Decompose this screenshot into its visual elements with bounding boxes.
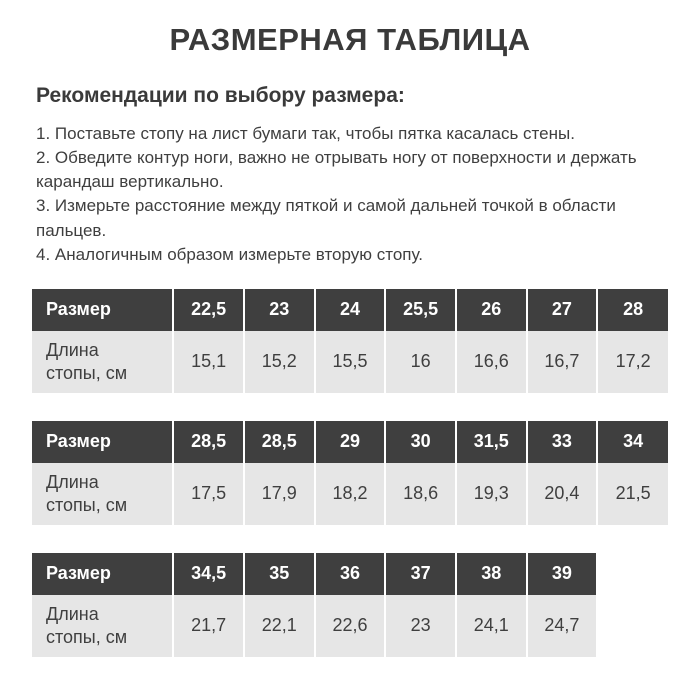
length-cell: 20,4 [527, 463, 598, 525]
length-cell: 17,2 [597, 331, 668, 393]
empty-cell [597, 595, 668, 657]
size-cell: 31,5 [456, 421, 527, 463]
size-cell: 27 [527, 289, 598, 331]
size-cell: 30 [385, 421, 456, 463]
length-cell: 22,6 [315, 595, 386, 657]
row-header-size: Размер [32, 289, 173, 331]
row-header-length-line1: Длина [46, 340, 99, 361]
row-header-length [32, 331, 173, 393]
length-cell: 15,1 [173, 331, 244, 393]
empty-cell [597, 553, 668, 595]
size-cell: 36 [315, 553, 386, 595]
table-row [32, 289, 668, 331]
length-cell: 15,5 [315, 331, 386, 393]
size-cell: 28,5 [244, 421, 315, 463]
table-row [32, 553, 668, 595]
list-item: 3. Измерьте расстояние между пяткой и самой дальней точкой в области пальцев. [36, 196, 616, 240]
recommendations-heading: Рекомендации по выбору размера: [36, 84, 405, 107]
length-cell: 23 [385, 595, 456, 657]
row-header-length-line1: Длина [46, 604, 99, 625]
size-cell: 34 [597, 421, 668, 463]
size-cell: 22,5 [173, 289, 244, 331]
size-tables [32, 289, 668, 657]
size-cell: 25,5 [385, 289, 456, 331]
row-header-length-line2: стопы, см [46, 362, 128, 383]
row-header-length [32, 595, 173, 657]
size-cell: 33 [527, 421, 598, 463]
row-header-size: Размер [32, 421, 173, 463]
row-header-length-line2: стопы, см [46, 494, 128, 515]
list-item: 4. Аналогичным образом измерьте вторую стопу. [36, 244, 424, 264]
length-cell: 19,3 [456, 463, 527, 525]
list-item: 1. Поставьте стопу на лист бумаги так, чтобы пятка касалась стены. [36, 124, 575, 143]
size-cell: 26 [456, 289, 527, 331]
size-cell: 35 [244, 553, 315, 595]
length-cell: 16 [385, 331, 456, 393]
row-header-length [32, 463, 173, 525]
size-cell: 28 [597, 289, 668, 331]
table-row [32, 463, 668, 525]
row-header-length-line2: стопы, см [46, 626, 128, 647]
page-title: РАЗМЕРНАЯ ТАБЛИЦА [169, 22, 531, 57]
length-cell: 21,7 [173, 595, 244, 657]
table-row [32, 331, 668, 393]
size-table-1 [32, 289, 668, 393]
size-cell: 34,5 [173, 553, 244, 595]
length-cell: 17,5 [173, 463, 244, 525]
size-cell: 29 [315, 421, 386, 463]
list-item: 2. Обведите контур ноги, важно не отрывать ногу от поверхности и держать карандаш вертикально. [36, 148, 637, 192]
length-cell: 21,5 [597, 463, 668, 525]
size-cell: 38 [456, 553, 527, 595]
size-cell: 37 [385, 553, 456, 595]
size-cell: 24 [315, 289, 386, 331]
length-cell: 16,7 [527, 331, 598, 393]
length-cell: 24,7 [527, 595, 598, 657]
length-cell: 17,9 [244, 463, 315, 525]
recommendations-list [32, 122, 668, 267]
size-cell: 23 [244, 289, 315, 331]
length-cell: 24,1 [456, 595, 527, 657]
size-table-2 [32, 421, 668, 525]
table-row [32, 421, 668, 463]
row-header-length-line1: Длина [46, 472, 99, 493]
size-cell: 39 [527, 553, 598, 595]
table-row [32, 595, 668, 657]
row-header-size: Размер [32, 553, 173, 595]
size-cell: 28,5 [173, 421, 244, 463]
length-cell: 16,6 [456, 331, 527, 393]
size-table-3 [32, 553, 668, 657]
length-cell: 15,2 [244, 331, 315, 393]
length-cell: 22,1 [244, 595, 315, 657]
length-cell: 18,2 [315, 463, 386, 525]
length-cell: 18,6 [385, 463, 456, 525]
